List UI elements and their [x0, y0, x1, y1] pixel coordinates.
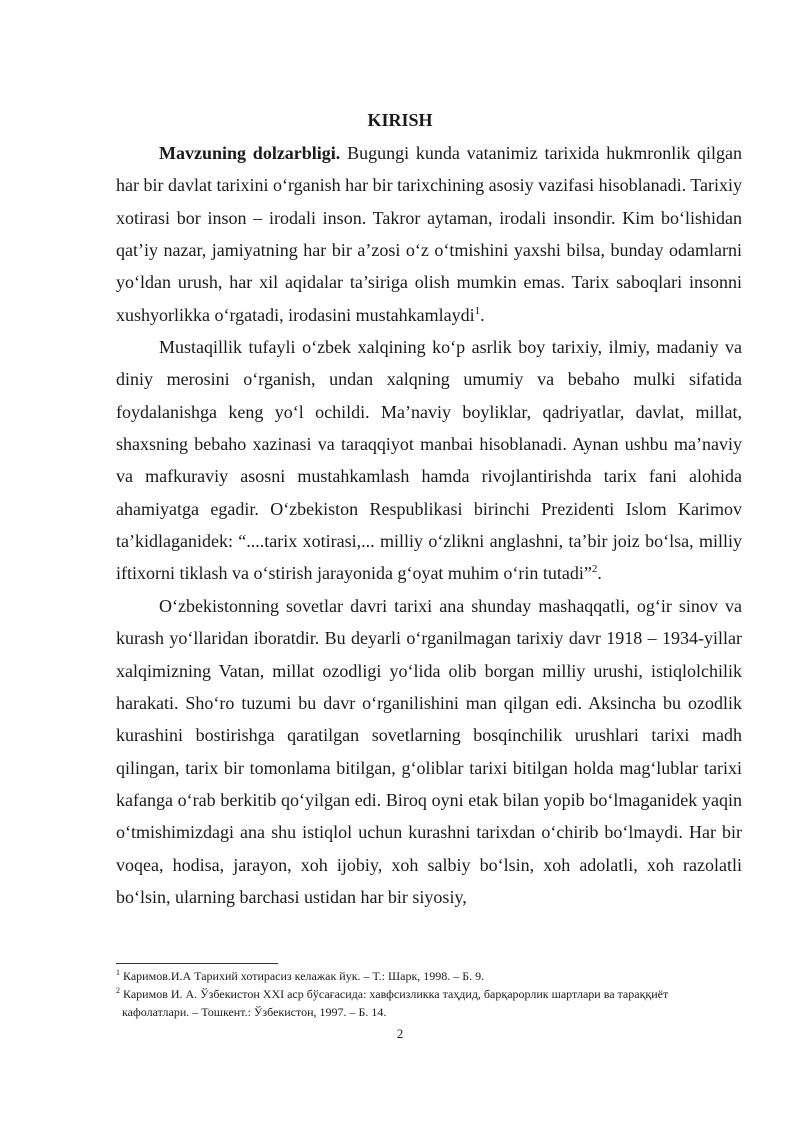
footnote-ref[interactable]: 1	[474, 304, 481, 317]
paragraph-tail: .	[597, 563, 602, 584]
paragraph-relevance	[116, 137, 742, 331]
footnote-text: Каримов И. А. Ўзбекистон XXI аср бўсағасида: хавфсизликка таҳдид, барқарорлик шартлари ва тараққиёт	[120, 987, 669, 1001]
paragraph-tail: .	[480, 304, 485, 325]
paragraph-independence	[116, 331, 742, 590]
footnote-number: 1	[116, 968, 120, 977]
footnote-continuation: кафолатлари. – Тошкент.: Ўзбекистон, 1997. – Б. 14.	[122, 1005, 387, 1019]
footnote-item	[116, 985, 756, 1003]
footnote-number: 2	[116, 986, 120, 995]
footnotes	[116, 967, 756, 1021]
paragraph-text: Bugungi kunda vatanimiz tarixida hukmronlik qilgan har bir davlat tarixini o‘rganish har bir tarixchining asosiy vazifasi hisoblanadi. Tarixiy xotirasi bor inson – irodali inson. Takror aytaman, irodali insondir. Kim bo‘lishidan qat’iy nazar, jamiyatning har bir a’zosi o‘z o‘tmishini yaxshi bilsa, bunday odamlarni yo‘ldan urush, har xil aqidalar ta’siriga olish mumkin emas. Tarix saboqlari insonni xushyorlikka o‘rgatadi, irodasini mustahkamlaydi	[116, 143, 742, 325]
paragraph-soviet-period	[116, 590, 742, 913]
page-number: 2	[396, 1026, 404, 1041]
footnote-text: Каримов.И.А Тарихий хотирасиз келажак йук. – Т.: Шарк, 1998. – Б. 9.	[120, 969, 485, 983]
footnote-item	[116, 967, 756, 985]
footnote-ref[interactable]: 2	[591, 563, 598, 576]
body-text	[116, 137, 742, 913]
paragraph-text: O‘zbekistonning sovetlar davri tarixi ana shunday mashaqqatli, og‘ir sinov va kurash yo‘llaridan iboratdir. Bu deyarli o‘rganilmagan tarixiy davr 1918 – 1934-yillar xalqimizning Vatan, millat ozodligi yo‘lida olib borgan milliy urushi, istiqlolchilik harakati. Sho‘ro tuzumi bu davr o‘rganilishini man qilgan edi. Aksincha bu ozodlik kurashini bostirishga qaratilgan sovetlarning bosqinchilik urushlari tarixi madh qilingan, tarix bir tomonlama bitilgan, g‘oliblar tarixi bitilgan holda mag‘lublar tarixi kafanga o‘rab berkitib qo‘yilgan edi. Biroq oyni etak bilan yopib bo‘lmaganidek yaqin o‘tmishimizdagi ana shu istiqlol uchun kurashni tarixdan o‘chirib bo‘lmaydi. Har bir voqea, hodisa, jarayon, xoh ijobiy, xoh salbiy bo‘lsin, xoh adolatli, xoh razolatli bo‘lsin, ularning barchasi ustidan har bir siyosiy,	[116, 595, 742, 907]
paragraph-text: Mustaqillik tufayli o‘zbek xalqining ko‘p asrlik boy tarixiy, ilmiy, madaniy va diniy merosini o‘rganish, undan xalqning umumiy va bebaho mulki sifatida foydalanishga keng yo‘l ochildi. Ma’naviy boyliklar, qadriyatlar, davlat, millat, shaxsning bebaho xazinasi va taraqqiyot manbai hisoblanadi. Aynan ushbu ma’naviy va mafkuraviy asosni mustahkamlash hamda rivojlantirishda tarix fani alohida ahamiyatga egadir. O‘zbekiston Respublikasi birinchi Prezidenti Islom Karimov ta’kidlaganidek: “....tarix xotirasi,... milliy o‘zlikni anglashni, ta’bir joiz bo‘lsa, milliy iftixorni tiklash va o‘stirish jarayonida g‘oyat muhim o‘rin tutadi”	[116, 337, 742, 584]
footnote-separator	[116, 963, 278, 964]
section-heading: KIRISH	[367, 110, 433, 130]
paragraph-lead: Mavzuning dolzarbligi.	[159, 143, 341, 163]
